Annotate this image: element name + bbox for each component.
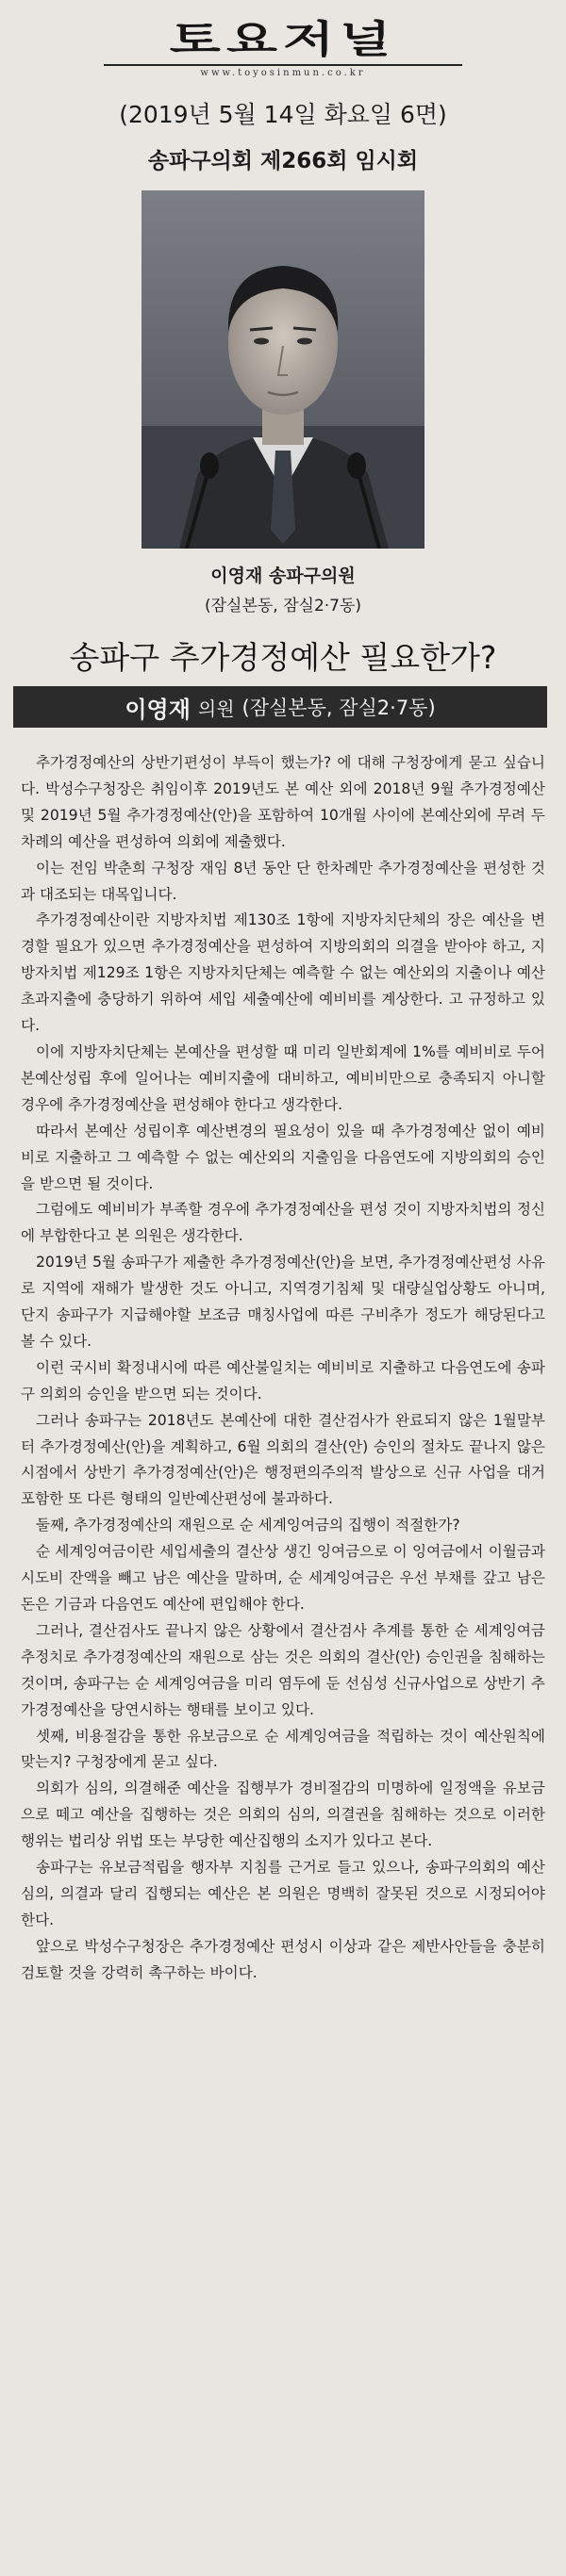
masthead-url: www.toyosinmun.co.kr <box>200 68 366 78</box>
byline-bar <box>13 686 547 728</box>
paragraph: 그러나, 결산검사도 끝나지 않은 상황에서 결산검사 추계를 통한 순 세계잉여금 추정치로 추가경정예산의 재원으로 삼는 것은 의회의 결산(안) 승인권을 침해하는 것이며, 송파구는 순 세계잉여금을 미리 염두에 둔 선심성 신규사업으로 상반기 추가경정예산을 당연시하는 행태를 보이고 있다. <box>21 1621 545 1718</box>
paragraph: 따라서 본예산 성립이후 예산변경의 필요성이 있을 때 추가경정예산 없이 예비비로 지출하고 그 예측할 수 없는 예산외의 지출임을 다음연도에 지방의회의 승인을 받으면 될 것이다. <box>21 1122 545 1192</box>
session-title: 송파구의회 제266회 임시회 <box>147 149 419 173</box>
paragraph: 이에 지방자치단체는 본예산을 편성할 때 미리 일반회계에 1%를 예비비로 두어 본예산성립 후에 일어나는 예비지출에 대비하고, 예비비만으로 충족되지 아니할 경우에 추가경정예산을 편성해야 한다고 생각한다. <box>21 1042 545 1113</box>
masthead-rule <box>104 64 462 66</box>
photo-caption-district: (잠실본동, 잠실2·7동) <box>204 597 362 615</box>
paragraph: 둘째, 추가경정예산의 재원으로 순 세계잉여금의 집행이 적절한가? <box>36 1517 460 1534</box>
councilor-portrait-photo <box>142 190 424 549</box>
paragraph: 셋째, 비용절감을 통한 유보금으로 순 세계잉여금을 적립하는 것이 예산원칙에 맞는지? 구청장에게 묻고 싶다. <box>21 1727 545 1771</box>
paragraph: 추가경정예산의 상반기편성이 부득이 했는가? 에 대해 구청장에게 묻고 싶습니다. 박성수구청장은 취임이후 2019년도 본 예산 외에 2018년 9월 추가경정예산 및 2019년 5월 추가경정예산(안)을 포함하여 10개월 사이에 본예산외에 무려 두 차례의 예산을 편성하여 의회에 제출했다. <box>21 754 545 850</box>
paragraph: 추가경정예산이란 지방자치법 제130조 1항에 지방자치단체의 장은 예산을 변경할 필요가 있으면 추가경정예산을 편성하여 지방의회의 의결을 받아야 하고, 지방자치법 제129조 1항은 지방자치단체는 예측할 수 없는 예산외의 지출이나 예산초과지출에 충당하기 위하여 세입 세출예산에 예비비를 계상한다. 고 규정하고 있다. <box>21 911 545 1035</box>
byline-title: 의원 <box>197 697 235 720</box>
paragraph: 이런 국시비 확정내시에 따른 예산불일치는 예비비로 지출하고 다음연도에 송파구 의회의 승인을 받으면 되는 것이다. <box>21 1358 545 1403</box>
paragraph: 그러나 송파구는 2018년도 본예산에 대한 결산검사가 완료되지 않은 1월말부터 추가경정예산(안)을 계획하고, 6월 의회의 결산(안) 승인의 절차도 끝나지 않은 시점에서 상반기 추가경정예산(안)은 행정편의주의적 발상으로 신규 사업을 대거 포함한 또 다른 형태의 일반예산편성에 불과하다. <box>21 1411 545 1508</box>
masthead <box>0 0 566 85</box>
paragraph: 그럼에도 예비비가 부족할 경우에 추가경정예산을 편성 것이 지방자치법의 정신에 부합한다고 본 의원은 생각한다. <box>21 1201 545 1245</box>
photo-caption-name: 이영재 송파구의원 <box>210 566 356 586</box>
paragraph: 순 세계잉여금이란 세입세출의 결산상 생긴 잉여금으로 이 잉여금에서 이월금과 시도비 잔액을 빼고 남은 예산을 말하며, 순 세계잉여금은 우선 부채를 갚고 남은 돈은 기금과 다음연도 예산에 편입해야 한다. <box>21 1543 545 1613</box>
newspaper-logo: 토요저널 <box>169 17 397 62</box>
byline-district: (잠실본동, 잠실2·7동) <box>241 697 436 719</box>
paragraph: 이는 전임 박춘희 구청장 재임 8년 동안 단 한차례만 추가경정예산을 편성한 것과 대조되는 대목입니다. <box>21 859 545 903</box>
publication-date: (2019년 5월 14일 화요일 6면) <box>119 101 447 128</box>
paragraph: 의회가 심의, 의결해준 예산을 집행부가 경비절감의 미명하에 일정액을 유보금으로 떼고 예산을 집행하는 것은 의회의 심의, 의결권을 침해하는 것으로 이러한 행위는 법리상 위법 또는 부당한 예산집행의 소지가 있다고 본다. <box>21 1780 545 1850</box>
byline-name: 이영재 <box>125 696 191 723</box>
article-body <box>21 750 545 1987</box>
article-headline: 송파구 추가경정예산 필요한가? <box>69 639 497 676</box>
portrait-illustration <box>142 190 424 549</box>
paragraph: 2019년 5월 송파구가 제출한 추가경정예산(안)을 보면, 추가경정예산편성 사유로 지역에 재해가 발생한 것도 아니고, 지역경기침체 및 대량실업상황도 아니며, 단지 송파구가 지급해야할 보조금 매칭사업에 따른 구비추가 정도가 해당된다고 볼 수 있다. <box>21 1254 545 1350</box>
paragraph: 앞으로 박성수구청장은 추가경정예산 편성시 이상과 같은 제반사안들을 충분히 검토할 것을 강력히 촉구하는 바이다. <box>21 1937 545 1981</box>
paragraph: 송파구는 유보금적립을 행자부 지침를 근거로 들고 있으나, 송파구의회의 예산 심의, 의결과 달리 집행되는 예산은 본 의원은 명백히 잘못된 것으로 시정되어야 한다. <box>21 1859 545 1928</box>
